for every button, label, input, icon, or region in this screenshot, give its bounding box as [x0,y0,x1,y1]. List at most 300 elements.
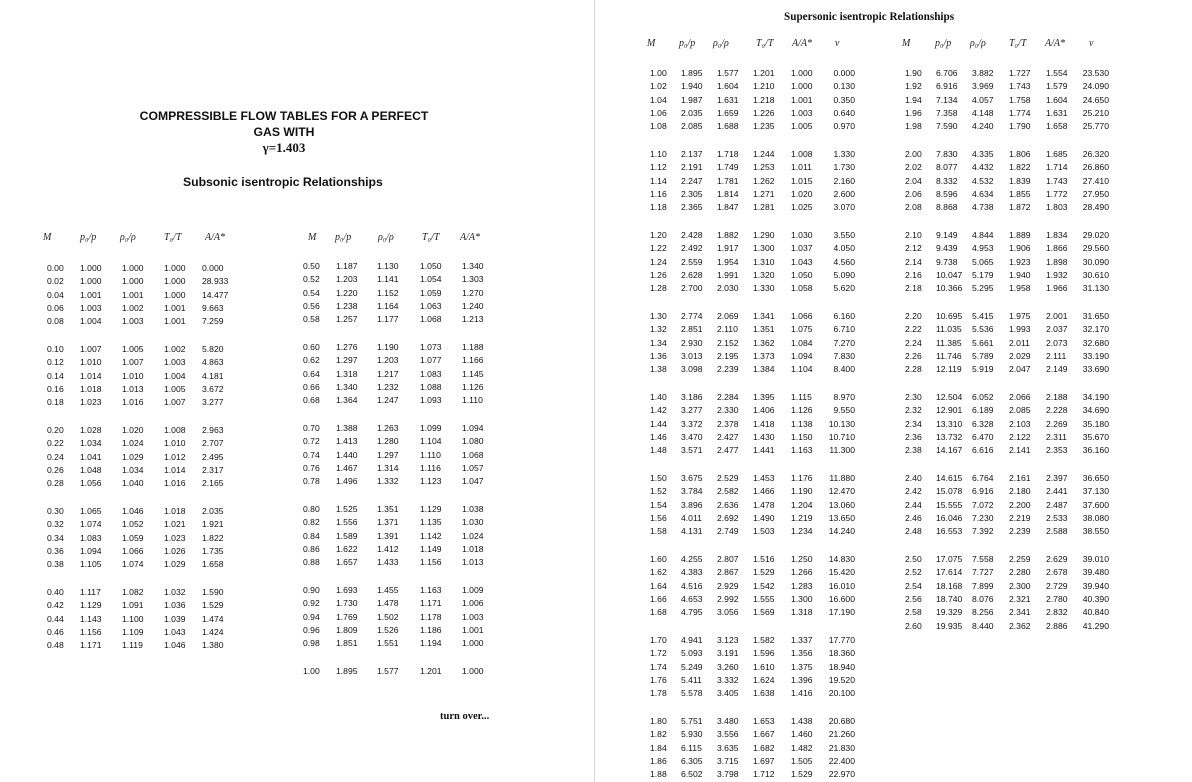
value-cell: 29.560 [1082,243,1109,254]
value-cell: 3.070 [833,202,855,213]
value-cell: 1.351 [753,324,775,335]
value-cell: 4.795 [681,607,703,618]
value-cell: 1.043 [164,626,186,637]
value-cell: 2.700 [681,283,703,294]
value-cell: 41.290 [1082,620,1109,631]
value-cell: 9.149 [936,230,958,240]
mach-cell: 1.34 [650,337,667,348]
value-cell: 8.970 [833,392,855,402]
mach-cell: 0.76 [303,462,320,473]
value-cell: 1.727 [1009,68,1031,78]
mach-cell: 2.14 [905,256,922,267]
value-cell: 1.551 [377,638,399,649]
value-cell: 6.115 [681,742,702,753]
value-cell: 11.880 [829,473,855,483]
value-cell: 2.269 [1046,418,1068,429]
value-cell: 1.712 [753,769,775,780]
value-cell: 2.030 [717,283,739,294]
value-cell: 1.772 [1046,188,1068,199]
value-cell: 1.596 [753,648,775,659]
mach-cell: 0.18 [47,397,64,408]
value-cell: 1.068 [420,314,442,325]
mach-cell: 0.00 [47,263,64,273]
col-header: A/A* [1045,38,1065,49]
value-cell: 2.195 [717,350,739,361]
value-cell: 1.003 [462,611,484,622]
value-cell: 12.504 [936,392,963,402]
value-cell: 6.305 [681,755,703,766]
mach-cell: 1.80 [650,716,667,726]
value-cell: 1.013 [462,557,484,568]
value-cell: 1.882 [717,230,739,240]
value-cell: 5.789 [972,350,994,361]
value-cell: 2.629 [1046,554,1068,564]
value-cell: 1.068 [462,449,484,460]
mach-cell: 2.26 [905,350,922,361]
value-cell: 1.115 [791,392,812,402]
value-cell: 4.953 [972,243,994,254]
value-cell: 4.383 [681,567,703,578]
value-cell: 1.080 [462,436,484,447]
value-cell: 18.360 [828,648,855,659]
value-cell: 1.371 [377,517,399,528]
value-cell: 1.430 [753,431,775,442]
value-cell: 1.156 [420,557,442,568]
value-cell: 1.058 [791,283,813,294]
turn-over-note: turn over... [440,711,490,722]
value-cell: 1.046 [122,506,144,516]
mach-cell: 1.28 [650,283,667,294]
value-cell: 1.188 [462,342,484,352]
table-row [595,715,855,728]
value-cell: 0.130 [833,81,855,92]
value-cell: 1.855 [1009,188,1031,199]
value-cell: 2.011 [1009,337,1030,348]
subsonic-table-2 [0,260,594,680]
value-cell: 1.406 [753,405,775,416]
mach-cell: 1.00 [303,666,320,676]
mach-cell: 2.36 [905,431,922,442]
value-cell: 1.474 [202,613,224,624]
value-cell: 3.191 [717,648,739,659]
value-cell: 1.240 [462,300,484,311]
value-cell: 1.001 [80,289,102,300]
value-cell: 1.052 [122,519,144,530]
value-cell: 2.582 [717,486,739,497]
value-cell: 15.420 [828,567,855,578]
value-cell: 1.176 [791,473,813,483]
value-cell: 1.001 [164,302,186,313]
table-row [595,620,1109,633]
value-cell: 1.075 [791,324,813,335]
value-cell: 1.590 [202,587,224,597]
value-cell: 2.353 [1046,445,1068,456]
value-cell: 3.123 [717,635,739,645]
value-cell: 2.280 [1009,567,1031,578]
mach-cell: 2.40 [905,473,922,483]
col-header: M [43,232,52,243]
col-header: p₀/p [335,232,352,243]
mach-cell: 1.78 [650,688,667,699]
value-cell: 11.746 [936,350,962,361]
mach-cell: 1.56 [650,512,667,523]
value-cell: 1.014 [80,370,102,381]
value-cell: 1.940 [1009,269,1031,280]
value-cell: 2.378 [717,418,739,429]
value-cell: 1.000 [462,638,484,649]
mach-cell: 1.00 [650,68,667,78]
value-cell: 1.341 [753,311,775,321]
value-cell: 1.851 [336,638,358,649]
value-cell: 1.015 [791,175,813,186]
value-cell: 1.046 [164,640,186,651]
value-cell: 33.690 [1082,364,1109,375]
value-cell: 1.834 [1046,230,1068,240]
value-cell: 3.277 [202,397,224,408]
value-cell: 7.358 [936,107,958,118]
value-cell: 8.256 [972,607,994,618]
value-cell: 3.896 [681,499,703,510]
value-cell: 2.529 [717,473,739,483]
value-cell: 2.069 [717,311,739,321]
value-cell: 14.615 [936,473,963,483]
mach-cell: 2.16 [905,269,922,280]
value-cell: 1.653 [753,716,775,726]
value-cell: 2.807 [717,554,739,564]
value-cell: 1.002 [122,302,144,313]
value-cell: 1.657 [336,557,358,568]
value-cell: 1.790 [1009,121,1031,132]
value-cell: 2.165 [202,478,224,489]
value-cell: 6.764 [972,473,994,483]
value-cell: 1.171 [80,640,102,651]
value-cell: 25.770 [1082,121,1109,132]
mach-cell: 0.98 [303,638,320,649]
value-cell: 9.738 [936,256,958,267]
value-cell: 3.798 [717,769,739,780]
value-cell: 11.385 [936,337,962,348]
mach-cell: 1.52 [650,486,667,497]
value-cell: 6.470 [972,431,994,442]
mach-cell: 1.14 [650,175,667,186]
value-cell: 1.412 [377,543,399,554]
value-cell: 1.340 [462,261,484,271]
value-cell: 1.424 [202,626,224,637]
value-cell: 1.280 [377,436,399,447]
value-cell: 1.050 [791,269,813,280]
value-cell: 1.007 [164,397,186,408]
value-cell: 1.391 [377,530,399,541]
value-cell: 1.554 [1046,68,1068,78]
value-cell: 1.201 [420,666,442,676]
value-cell: 4.255 [681,554,703,564]
value-cell: 2.428 [681,230,703,240]
value-cell: 7.134 [936,94,958,105]
supersonic-header-row [595,38,1192,52]
mach-cell: 1.92 [905,81,922,92]
value-cell: 16.553 [936,526,963,537]
value-cell: 1.001 [164,316,186,327]
mach-cell: 0.30 [47,506,64,516]
value-cell: 1.014 [164,464,186,475]
mach-cell: 1.82 [650,729,667,740]
mach-cell: 2.28 [905,364,922,375]
value-cell: 7.558 [972,554,994,564]
value-cell: 1.026 [164,545,186,556]
value-cell: 1.659 [717,107,739,118]
value-cell: 3.332 [717,674,739,685]
value-cell: 2.930 [681,337,703,348]
value-cell: 8.076 [972,593,994,604]
value-cell: 1.000 [80,276,102,287]
value-cell: 6.706 [936,68,958,78]
mach-cell: 1.74 [650,661,667,672]
value-cell: 4.844 [972,230,994,240]
value-cell: 1.332 [377,476,399,487]
document-title [126,108,442,156]
value-cell: 2.341 [1009,607,1031,618]
value-cell: 18.740 [936,593,963,604]
mach-cell: 2.18 [905,283,922,294]
supersonic-table-2 [595,67,1192,637]
value-cell: 1.005 [164,383,186,394]
value-cell: 3.405 [717,688,739,699]
value-cell: 5.919 [972,364,994,375]
value-cell: 1.203 [336,274,358,285]
value-cell: 1.203 [377,355,399,366]
value-cell: 4.335 [972,149,994,159]
value-cell: 1.219 [791,512,813,523]
value-cell: 20.680 [828,716,855,726]
mach-cell: 0.48 [47,640,64,651]
value-cell: 1.610 [753,661,775,672]
mach-cell: 2.00 [905,149,922,159]
value-cell: 1.872 [1009,202,1031,213]
value-cell: 1.190 [791,486,813,497]
value-cell: 1.697 [753,755,775,766]
mach-cell: 1.12 [650,162,667,173]
value-cell: 39.940 [1082,580,1109,591]
value-cell: 2.239 [1009,526,1031,537]
value-cell: 1.503 [753,526,775,537]
mach-cell: 0.82 [303,517,320,528]
value-cell: 1.011 [791,162,812,173]
value-cell: 3.550 [833,230,855,240]
value-cell: 5.820 [202,344,224,354]
value-cell: 1.895 [681,68,703,78]
value-cell: 2.037 [1046,324,1068,335]
value-cell: 7.830 [936,149,958,159]
value-cell: 7.727 [972,567,994,578]
value-cell: 1.529 [202,600,224,611]
mach-cell: 0.22 [47,438,64,449]
value-cell: 25.210 [1082,107,1109,118]
table-row [595,728,855,741]
value-cell: 2.365 [681,202,703,213]
value-cell: 2.600 [833,188,855,199]
value-cell: 3.635 [717,742,739,753]
col-header: T₀/T [1009,38,1027,49]
value-cell: 9.439 [936,243,958,254]
value-cell: 11.035 [936,324,962,335]
mach-cell: 0.04 [47,289,64,300]
mach-cell: 1.38 [650,364,667,375]
value-cell: 1.030 [462,517,484,528]
value-cell: 1.238 [336,300,358,311]
mach-cell: 0.54 [303,287,320,298]
value-cell: 1.276 [336,342,358,352]
mach-cell: 1.66 [650,593,667,604]
value-cell: 3.480 [717,716,739,726]
mach-cell: 0.46 [47,626,64,637]
mach-cell: 1.24 [650,256,667,267]
value-cell: 2.300 [1009,580,1031,591]
value-cell: 5.536 [972,324,994,335]
value-cell: 10.130 [828,418,855,429]
col-header: p₀/p [935,38,952,49]
value-cell: 36.160 [1082,445,1109,456]
value-cell: 2.362 [1009,620,1031,631]
value-cell: 2.160 [833,175,855,186]
value-cell: 1.235 [753,121,775,132]
value-cell: 1.100 [122,613,144,624]
value-cell: 1.396 [791,674,813,685]
mach-cell: 1.30 [650,311,667,321]
value-cell: 1.066 [791,311,813,321]
value-cell: 1.099 [420,423,442,433]
mach-cell: 1.50 [650,473,667,483]
value-cell: 1.018 [80,383,102,394]
mach-cell: 0.50 [303,261,320,271]
value-cell: 1.007 [80,344,102,354]
mach-cell: 1.84 [650,742,667,753]
mach-cell: 0.80 [303,504,320,514]
value-cell: 1.297 [377,449,399,460]
value-cell: 1.005 [791,121,813,132]
value-cell: 1.091 [122,600,144,611]
title-gamma: γ=1.403 [262,140,306,155]
mach-cell: 0.66 [303,381,320,392]
value-cell: 15.078 [936,486,963,497]
col-header: A/A* [792,38,812,49]
col-header: p₀/p [679,38,696,49]
value-cell: 1.529 [791,769,813,780]
value-cell: 1.478 [753,499,775,510]
value-cell: 3.260 [717,661,739,672]
value-cell: 1.000 [164,276,186,287]
value-cell: 2.111 [1046,350,1067,361]
value-cell: 8.596 [936,188,958,199]
value-cell: 1.847 [717,202,739,213]
value-cell: 1.638 [753,688,775,699]
value-cell: 2.692 [717,512,739,523]
value-cell: 6.052 [972,392,994,402]
value-cell: 2.180 [1009,486,1031,497]
mach-cell: 0.78 [303,476,320,487]
value-cell: 5.578 [681,688,703,699]
value-cell: 1.749 [717,162,739,173]
value-cell: 2.533 [1046,512,1068,523]
mach-cell: 2.34 [905,418,922,429]
value-cell: 2.188 [1046,392,1068,402]
value-cell: 1.889 [1009,230,1031,240]
mach-cell: 1.64 [650,580,667,591]
value-cell: 31.650 [1082,311,1109,321]
value-cell: 1.094 [791,350,813,361]
value-cell: 1.314 [377,462,399,473]
value-cell: 1.050 [420,261,442,271]
mach-cell: 1.32 [650,324,667,335]
title-line-1: COMPRESSIBLE FLOW TABLES FOR A PERFECT GAS WITH [139,109,429,139]
value-cell: 1.105 [80,559,102,570]
mach-cell: 1.06 [650,107,667,118]
value-cell: 4.011 [681,512,702,523]
value-cell: 2.066 [1009,392,1031,402]
col-header: ρ₀/ρ [120,232,136,243]
value-cell: 1.693 [336,585,358,595]
value-cell: 1.034 [80,438,102,449]
value-cell: 1.685 [1046,149,1068,159]
value-cell: 4.131 [681,526,703,537]
value-cell: 33.190 [1082,350,1109,361]
value-cell: 1.010 [122,370,144,381]
value-cell: 38.080 [1082,512,1109,523]
value-cell: 17.770 [828,635,855,645]
value-cell: 1.150 [791,431,813,442]
value-cell: 1.117 [80,587,101,597]
mach-cell: 0.74 [303,449,320,460]
value-cell: 1.482 [791,742,813,753]
value-cell: 6.710 [833,324,855,335]
value-cell: 1.083 [420,368,442,379]
value-cell: 7.830 [833,350,855,361]
value-cell: 2.073 [1046,337,1068,348]
value-cell: 1.008 [164,425,186,435]
value-cell: 1.123 [420,476,442,487]
value-cell: 1.143 [80,613,102,624]
value-cell: 1.658 [202,559,224,570]
mach-cell: 1.62 [650,567,667,578]
value-cell: 2.851 [681,324,703,335]
value-cell: 7.590 [936,121,958,132]
value-cell: 5.620 [833,283,855,294]
value-cell: 1.010 [80,357,102,368]
value-cell: 1.906 [1009,243,1031,254]
value-cell: 1.781 [717,175,739,186]
value-cell: 30.090 [1082,256,1109,267]
value-cell: 1.156 [80,626,102,637]
value-cell: 1.505 [791,755,813,766]
value-cell: 39.010 [1082,554,1109,564]
value-cell: 1.582 [753,635,775,645]
mach-cell: 0.10 [47,344,64,354]
value-cell: 1.569 [753,607,775,618]
table-row [595,674,855,687]
mach-cell: 2.58 [905,607,922,618]
value-cell: 1.658 [1046,121,1068,132]
value-cell: 19.520 [828,674,855,685]
value-cell: 1.351 [377,504,399,514]
value-cell: 7.072 [972,499,994,510]
mach-cell: 0.94 [303,611,320,622]
value-cell: 27.950 [1082,188,1109,199]
value-cell: 1.171 [420,598,442,609]
value-cell: 2.047 [1009,364,1031,375]
value-cell: 13.732 [936,431,963,442]
mach-cell: 2.04 [905,175,922,186]
mach-cell: 0.88 [303,557,320,568]
value-cell: 1.034 [122,464,144,475]
